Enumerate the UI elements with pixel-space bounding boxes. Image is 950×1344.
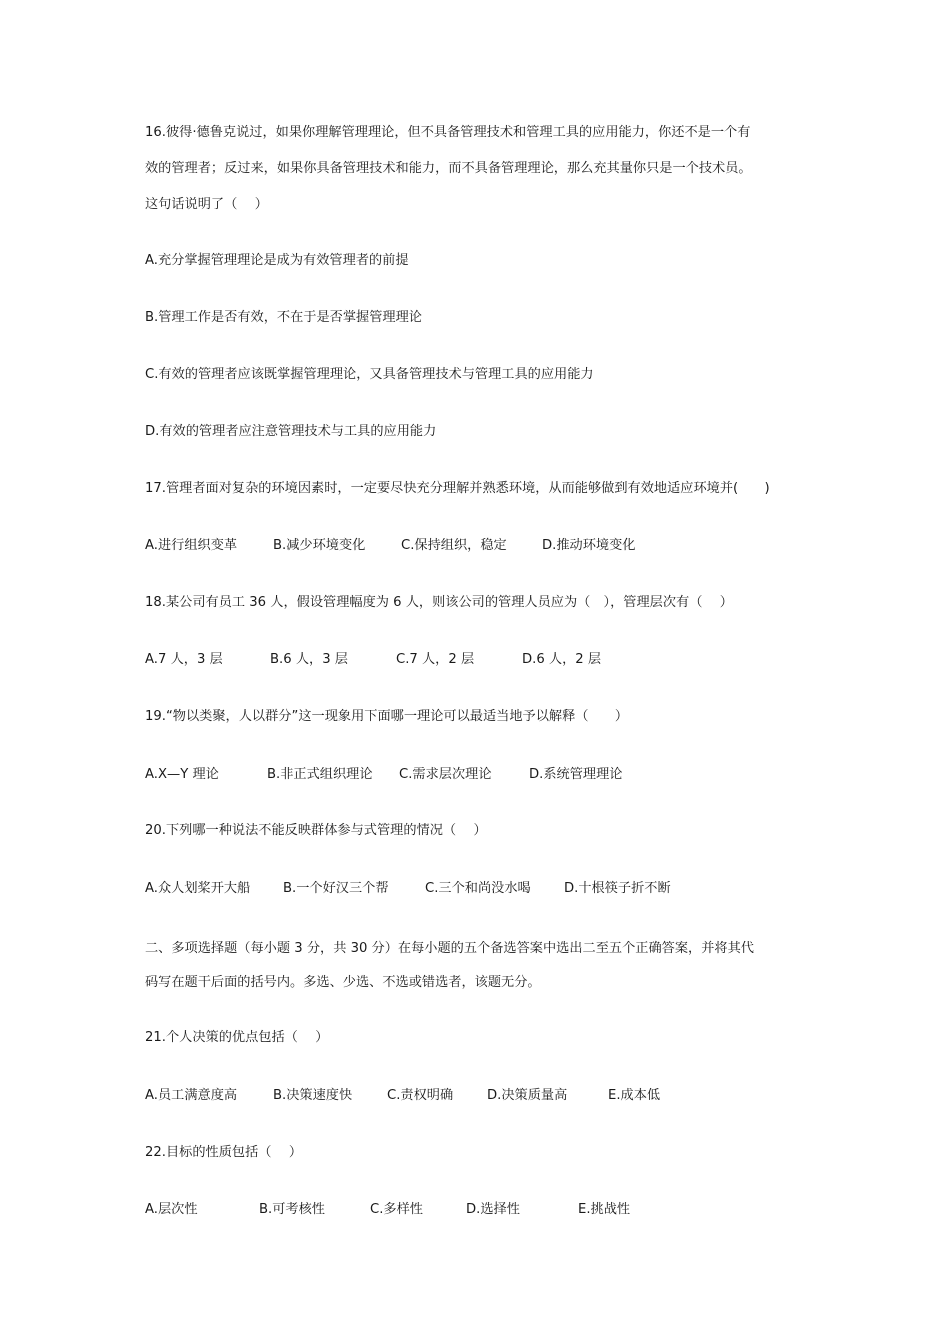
section-2-heading-line-2: 码写在题干后面的括号内。多选、少选、不选或错选者，该题无分。 bbox=[145, 975, 541, 990]
q19-option-c: C.需求层次理论 bbox=[399, 767, 492, 782]
q17-option-a: A.进行组织变革 bbox=[145, 538, 238, 553]
q16-stem-line-2: 效的管理者；反过来，如果你具备管理技术和能力，而不具备管理理论，那么充其量你只是一个技术员。 bbox=[145, 161, 752, 176]
section-2-heading-line-1: 二、多项选择题（每小题 3 分，共 30 分）在每小题的五个备选答案中选出二至五个正确答案，并将其代 bbox=[145, 941, 754, 956]
q18-options bbox=[145, 651, 601, 669]
q20-options bbox=[145, 880, 671, 898]
q18-option-b: B.6 人，3 层 bbox=[270, 652, 348, 667]
q21-option-b: B.决策速度快 bbox=[273, 1088, 353, 1103]
q21-stem: 21.个人决策的优点包括（ ） bbox=[145, 1030, 329, 1045]
q18-option-d: D.6 人，2 层 bbox=[522, 652, 602, 667]
q20-option-b: B.一个好汉三个帮 bbox=[283, 881, 389, 896]
q22-option-a: A.层次性 bbox=[145, 1202, 198, 1217]
q18-option-a: A.7 人，3 层 bbox=[145, 652, 223, 667]
q20-option-a: A.众人划桨开大船 bbox=[145, 881, 251, 896]
q17-option-c: C.保持组织，稳定 bbox=[401, 538, 507, 553]
q21-options bbox=[145, 1087, 660, 1105]
q22-option-c: C.多样性 bbox=[370, 1202, 423, 1217]
q17-stem: 17.管理者面对复杂的环境因素时，一定要尽快充分理解并熟悉环境，从而能够做到有效地适应环境并( ) bbox=[145, 481, 770, 496]
q19-stem: 19.“物以类聚，人以群分”这一现象用下面哪一理论可以最适当地予以解释（ ） bbox=[145, 709, 629, 724]
q21-option-c: C.责权明确 bbox=[387, 1088, 454, 1103]
q18-stem: 18.某公司有员工 36 人，假设管理幅度为 6 人，则该公司的管理人员应为（ ），管理层次有（ ） bbox=[145, 595, 733, 610]
q16-stem-line-3: 这句话说明了（ ） bbox=[145, 197, 268, 212]
q19-option-d: D.系统管理理论 bbox=[529, 767, 623, 782]
q16-option-a: A.充分掌握管理理论是成为有效管理者的前提 bbox=[145, 253, 409, 268]
q19-option-a: A.X—Y 理论 bbox=[145, 767, 219, 782]
q20-option-c: C.三个和尚没水喝 bbox=[425, 881, 531, 896]
q19-options bbox=[145, 766, 622, 784]
q21-option-d: D.决策质量高 bbox=[487, 1088, 568, 1103]
q17-option-d: D.推动环境变化 bbox=[542, 538, 636, 553]
q22-option-b: B.可考核性 bbox=[259, 1202, 325, 1217]
q17-options bbox=[145, 537, 635, 555]
q19-option-b: B.非正式组织理论 bbox=[267, 767, 373, 782]
q22-stem: 22.目标的性质包括（ ） bbox=[145, 1145, 303, 1160]
q18-option-c: C.7 人，2 层 bbox=[396, 652, 475, 667]
q22-option-e: E.挑战性 bbox=[578, 1202, 631, 1217]
q16-option-c: C.有效的管理者应该既掌握管理理论，又具备管理技术与管理工具的应用能力 bbox=[145, 367, 594, 382]
q17-option-b: B.减少环境变化 bbox=[273, 538, 366, 553]
q22-option-d: D.选择性 bbox=[466, 1202, 520, 1217]
q21-option-a: A.员工满意度高 bbox=[145, 1088, 238, 1103]
q20-stem: 20.下列哪一种说法不能反映群体参与式管理的情况（ ） bbox=[145, 823, 487, 838]
q16-option-b: B.管理工作是否有效，不在于是否掌握管理理论 bbox=[145, 310, 422, 325]
q20-option-d: D.十根筷子折不断 bbox=[564, 881, 671, 896]
q16-option-d: D.有效的管理者应注意管理技术与工具的应用能力 bbox=[145, 424, 437, 439]
q22-options bbox=[145, 1201, 630, 1219]
q21-option-e: E.成本低 bbox=[608, 1088, 661, 1103]
q16-stem-line-1: 16.彼得·德鲁克说过，如果你理解管理理论，但不具备管理技术和管理工具的应用能力，你还不是一个有 bbox=[145, 125, 751, 140]
